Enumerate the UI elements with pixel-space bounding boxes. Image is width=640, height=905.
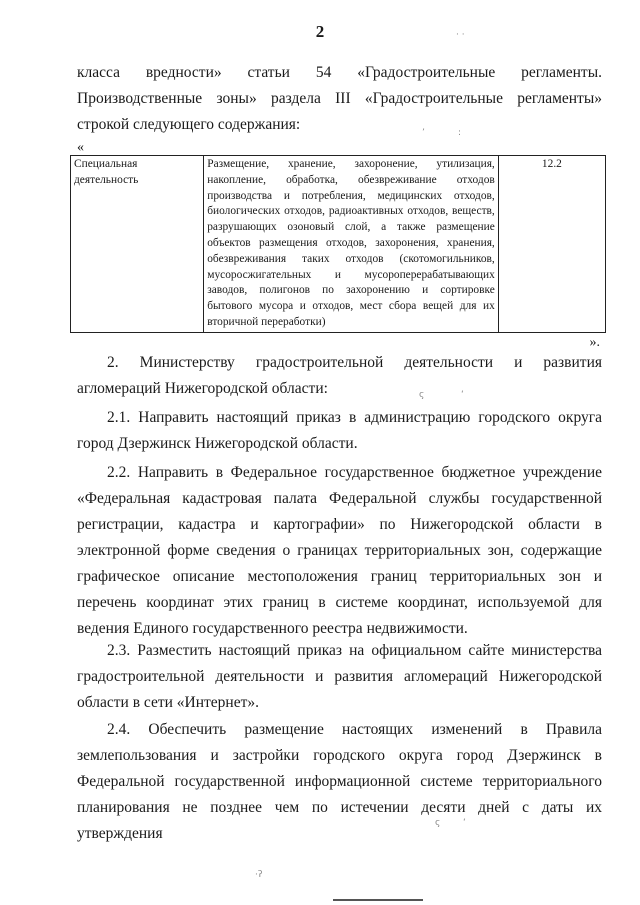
scan-speck: ς xyxy=(419,390,425,400)
paragraph-2-2: 2.2. Направить в Федеральное государственное бюджетное учреждение «Федеральная кадастровая палата Федеральной службы государственной регистрации, кадастра и картографии» по Нижегородской области в электронной форме сведения о границах территориальных зон, содержащие графическое описание местоположения границ территориальных зон и перечень координат этих границ в системе координат, используемой для ведения Единого государственного реестра недвижимости. xyxy=(77,464,602,637)
close-quote: ». xyxy=(589,335,600,350)
paragraph-2-3: 2.3. Разместить настоящий приказ на официальном сайте министерства градостроительной деятельности и развития агломераций Нижегородской области в сети «Интернет». xyxy=(77,642,602,711)
page-number: 2 xyxy=(315,22,325,41)
scan-speck: ς xyxy=(435,818,441,828)
table-row xyxy=(71,156,606,333)
scan-speck: ʼ xyxy=(422,128,425,138)
open-quote: « xyxy=(77,140,84,155)
zone-description-cell: Размещение, хранение, захоронение, утилизация, накопление, обработка, обезвреживание отходов производства и потребления, медицинских отходов, биологических отходов, радиоактивных отходов, веществ, разрушающих озоновый слой, а также размещение объектов размещения отходов, захоронения, хранения, обезвреживания таких отходов (скотомогильников, мусоросжигательных и мусороперерабатывающих заводов, полигонов по захоронению и сортировке бытового мусора и отходов, мест сбора вещей для их вторичной переработки) xyxy=(204,156,499,333)
scan-speck: ʻ xyxy=(461,390,464,400)
intro-paragraph: класса вредности» статьи 54 «Градостроительные регламенты. Производственные зоны» раздела III «Градостроительные регламенты» строкой следующего содержания: xyxy=(77,64,602,133)
zone-code-cell: 12.2 xyxy=(498,156,605,333)
paragraph-2-1: 2.1. Направить настоящий приказ в администрацию городского округа город Дзержинск Нижегородской области. xyxy=(77,409,602,452)
scan-speck: · · xyxy=(456,30,465,40)
scan-speck: ʻ xyxy=(463,818,466,828)
paragraph-2-4: 2.4. Обеспечить размещение настоящих изменений в Правила землепользования и застройки городского округа город Дзержинск в Федеральной государственной информационной системе территориального планирования не позднее чем по истечении десяти дней с даты их утверждения xyxy=(77,721,602,842)
paragraph-2: 2. Министерству градостроительной деятельности и развития агломераций Нижегородской области: xyxy=(77,354,602,397)
zone-name-cell: Специальная деятельность xyxy=(71,156,204,333)
zones-table xyxy=(70,155,606,333)
bottom-rule xyxy=(333,899,423,901)
scan-speck: ·ʔ xyxy=(255,870,263,880)
scan-speck: : xyxy=(458,128,462,138)
